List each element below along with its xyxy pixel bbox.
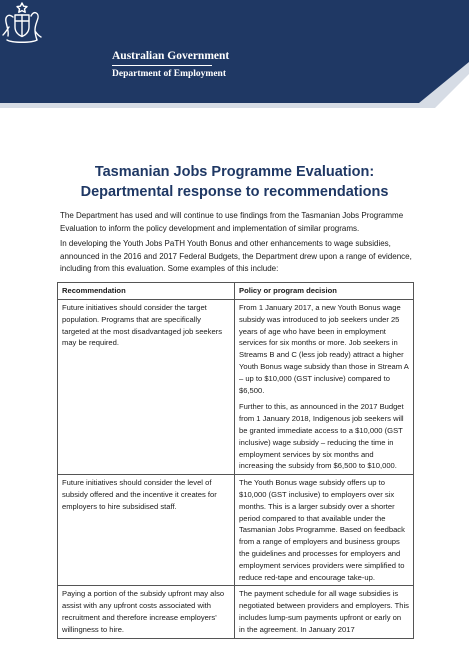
recommendations-table	[57, 282, 414, 639]
recommendation-cell: Future initiatives should consider the target population. Programs that are specifically targeted at the most disadvantaged job seekers may be required.	[58, 300, 235, 475]
column-header-decision: Policy or program decision	[235, 283, 414, 300]
decision-cell	[235, 475, 414, 586]
table-row	[58, 586, 414, 638]
coat-of-arms-icon	[0, 0, 44, 46]
title-line-2: Departmental response to recommendations	[80, 184, 389, 200]
table-header-row	[58, 283, 414, 300]
document-title	[0, 162, 469, 202]
header-banner	[0, 0, 469, 108]
logo-divider	[112, 65, 212, 66]
intro-paragraph-2: In developing the Youth Jobs PaTH Youth Bonus and other enhancements to wage subsidies, announced in the 2016 and 2017 Federal Budgets, the Department drew upon a range of evidence, including from this evaluation. Some examples of this include:	[60, 239, 412, 273]
title-line-1: Tasmanian Jobs Programme Evaluation:	[94, 164, 375, 180]
decision-cell	[235, 300, 414, 475]
decision-cell	[235, 586, 414, 638]
decision-paragraph: From 1 January 2017, a new Youth Bonus wage subsidy was introduced to job seekers under 25 years of age who have been in employment services for six months or more. Job seekers in Streams B and C (less job ready) attract a higher Youth Bonus wage subsidy than those in Stream A – up to $10,000 (GST inclusive) compared to $6,500.	[239, 303, 409, 395]
decision-paragraph: The Youth Bonus wage subsidy offers up to $10,000 (GST inclusive) to employers over six months. This is a larger subsidy over a shorter period compared to that available under the Tasmanian Jobs Programme. Based on feedback from a range of employers and business groups the guidelines and processes for employers and employment services providers were simplified to reduce red-tape and encourage take-up.	[239, 478, 405, 582]
government-name: Australian Government	[112, 50, 230, 62]
column-header-recommendation: Recommendation	[58, 283, 235, 300]
banner-background	[0, 0, 469, 108]
table-row	[58, 300, 414, 475]
recommendation-cell: Paying a portion of the subsidy upfront may also assist with any upfront costs associated with recruitment and therefore increase employers' willingness to hire.	[58, 586, 235, 638]
decision-paragraph: Further to this, as announced in the 2017 Budget from 1 January 2018, Indigenous job seekers will be granted immediate access to a $10,000 (GST inclusive) wage subsidy – reducing the time in employment services by six months and increasing the subsidy from $6,500 to $10,000.	[239, 402, 404, 471]
government-logo-text	[112, 49, 229, 80]
department-name: Department of Employment	[112, 69, 226, 79]
recommendation-cell: Future initiatives should consider the level of subsidy offered and the incentive it creates for employers to hire subsidised staff.	[58, 475, 235, 586]
intro-paragraph-1: The Department has used and will continue to use findings from the Tasmanian Jobs Programme Evaluation to inform the policy development and implementation of similar programs.	[60, 211, 404, 233]
table-row	[58, 475, 414, 586]
decision-paragraph: The payment schedule for all wage subsidies is negotiated between providers and employers. This includes lump-sum payments upfront or early on in the agreement. In January 2017	[239, 589, 409, 634]
